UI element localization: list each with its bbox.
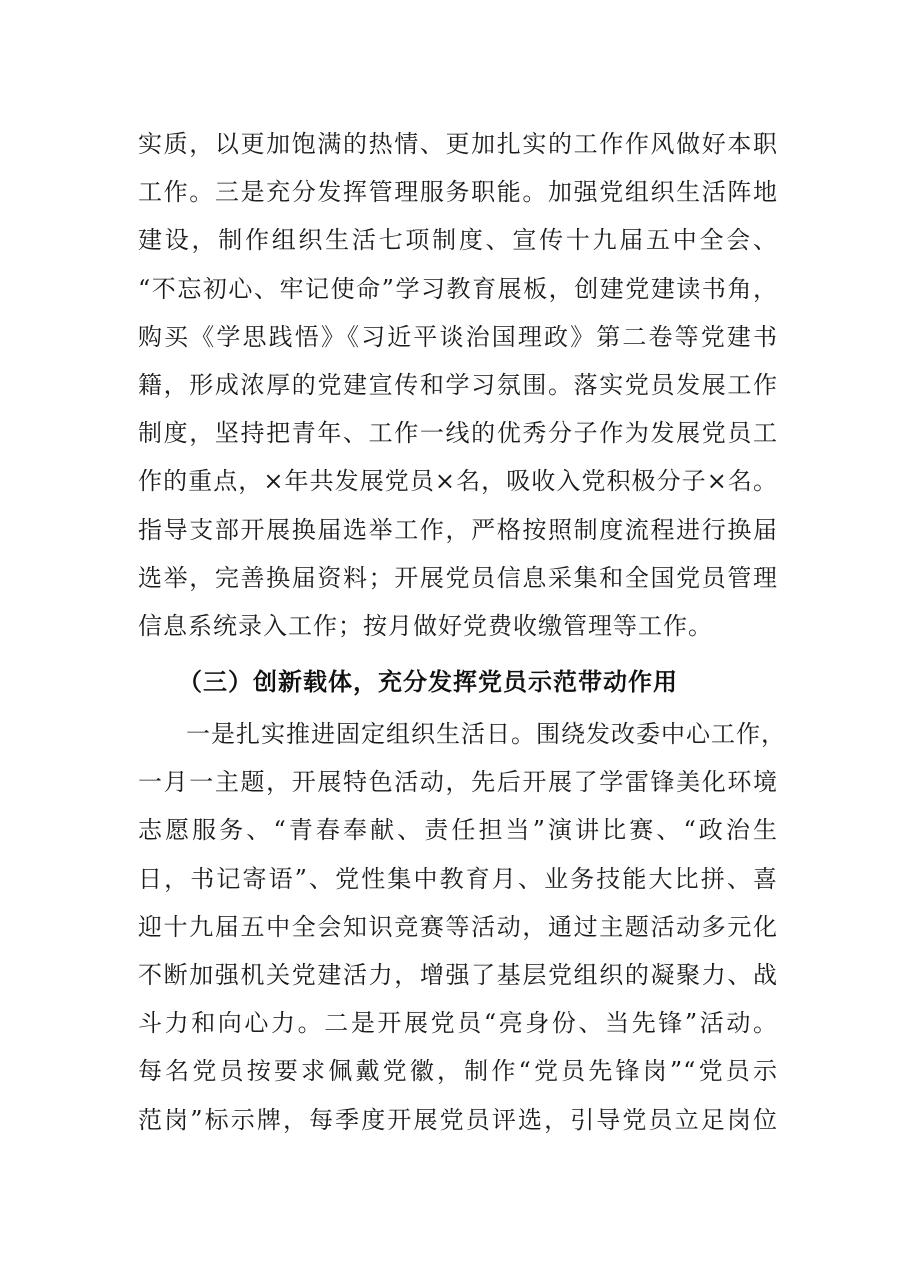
text-line: 购买《学思践悟》《习近平谈治国理政》第二卷等党建书 bbox=[138, 322, 778, 351]
text-line: 工作。三是充分发挥管理服务职能。加强党组织生活阵地 bbox=[138, 178, 778, 207]
section-heading: （三）创新载体，充分发挥党员示范带动作用 bbox=[178, 667, 678, 696]
text-line: 一月一主题，开展特色活动，先后开展了学雷锋美化环境 bbox=[138, 768, 778, 797]
text-line: 一是扎实推进固定组织生活日。围绕发改委中心工作， bbox=[186, 720, 786, 748]
text-line: 信息系统录入工作；按月做好党费收缴管理等工作。 bbox=[138, 611, 713, 640]
text-line: 实质，以更加饱满的热情、更加扎实的工作作风做好本职 bbox=[138, 130, 778, 158]
text-line: 作的重点，×年共发展党员×名，吸收入党积极分子×名。 bbox=[138, 467, 778, 496]
body-paragraph bbox=[138, 710, 786, 1144]
text-line: 建设，制作组织生活七项制度、宣传十九届五中全会、 bbox=[138, 226, 778, 255]
text-line: 制度，坚持把青年、工作一线的优秀分子作为发展党员工 bbox=[138, 419, 778, 448]
text-line: 范岗”标示牌，每季度开展党员评选，引导党员立足岗位 bbox=[138, 1105, 778, 1134]
text-line: 籍，形成浓厚的党建宣传和学习氛围。落实党员发展工作 bbox=[138, 370, 778, 399]
text-line: 斗力和向心力。二是开展党员“亮身份、当先锋”活动。 bbox=[138, 1009, 778, 1038]
text-line: 志愿服务、“青春奉献、责任担当”演讲比赛、“政治生 bbox=[138, 816, 778, 845]
text-line: 迎十九届五中全会知识竞赛等活动，通过主题活动多元化 bbox=[138, 912, 778, 941]
text-line: 日，书记寄语”、党性集中教育月、业务技能大比拼、喜 bbox=[138, 864, 778, 893]
text-line: “不忘初心、牢记使命”学习教育展板，创建党建读书角， bbox=[138, 274, 778, 303]
text-line: 指导支部开展换届选举工作，严格按照制度流程进行换届 bbox=[138, 515, 778, 544]
text-line: 不断加强机关党建活力，增强了基层党组织的凝聚力、战 bbox=[138, 960, 778, 989]
text-line: 每名党员按要求佩戴党徽，制作“党员先锋岗”“党员示 bbox=[138, 1057, 778, 1086]
body-paragraph bbox=[138, 120, 778, 650]
text-line: 选举，完善换届资料；开展党员信息采集和全国党员管理 bbox=[138, 563, 778, 592]
